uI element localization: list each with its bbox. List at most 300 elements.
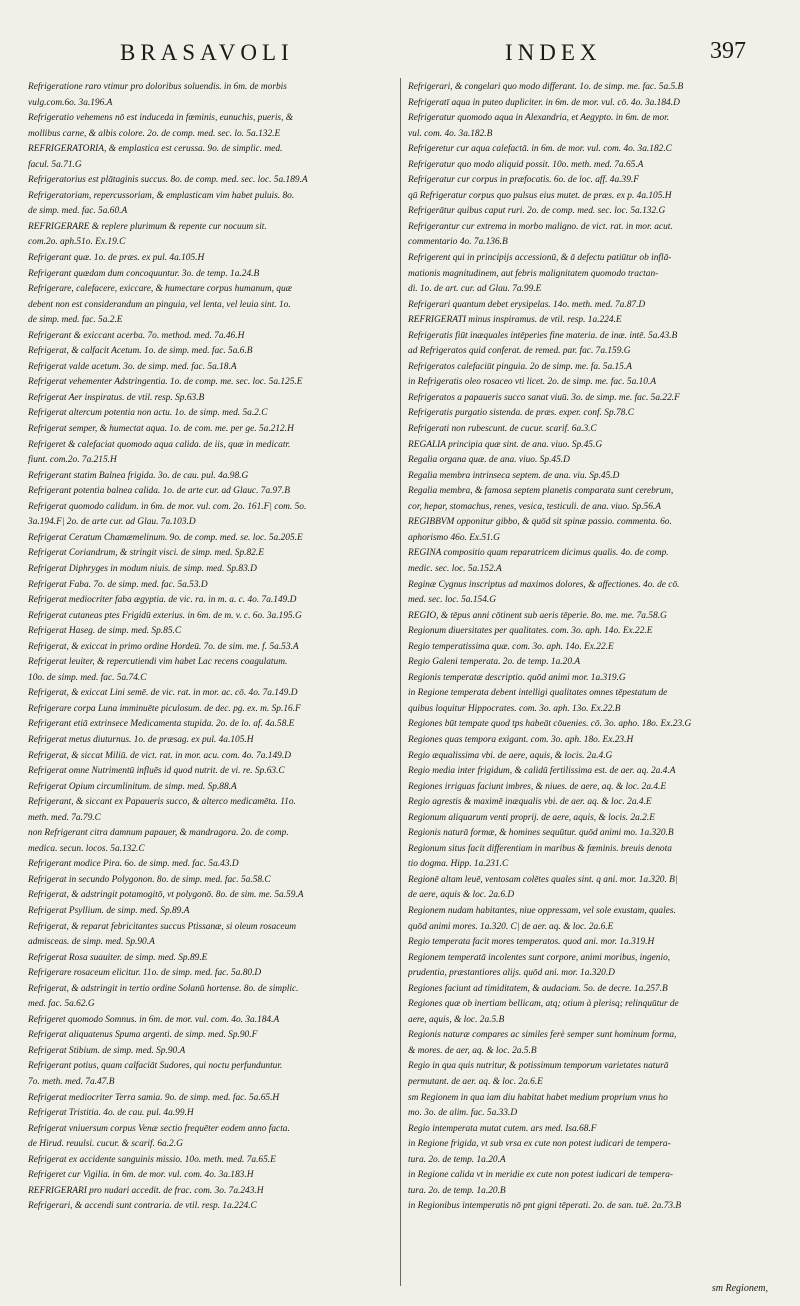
index-entry-line	[28, 469, 392, 485]
index-entry-text: Regio intemperata mutat cutem. ars med. Isa.68.F	[408, 1123, 597, 1134]
index-entry-line	[408, 344, 774, 360]
index-entry-text: Refrigerat cutaneas ptes Frigidū exterius. in 6m. de m. v. c. 6o. 3a.195.G	[28, 610, 302, 621]
index-entry-text: Regio Galeni temperata. 2o. de temp. 1a.20.A	[408, 657, 581, 668]
index-entry-line	[28, 96, 392, 112]
index-entry-text: Refrigerant statim Balnea frigida. 3o. de cau. pul. 4a.98.G	[28, 470, 249, 481]
index-entry-text: Regalia membra intrinseca septem. de ana. viu. Sp.45.D	[408, 470, 620, 481]
index-entry-line	[408, 578, 774, 594]
index-entry-text: Refrigerat semper, & humectat aqua. 1o. de com. me. per ge. 5a.212.H	[28, 424, 294, 435]
index-entry	[28, 624, 392, 640]
page-number: 397	[710, 38, 746, 64]
index-entry	[28, 655, 392, 686]
index-entry-line	[28, 562, 392, 578]
index-entry-text: Regiones irriguas faciunt imbres, & niues. de aere, aq. & loc. 2a.4.E	[408, 781, 667, 792]
index-entry-line	[408, 1153, 774, 1169]
index-entry-line	[28, 951, 392, 967]
index-entry-line	[408, 111, 774, 127]
index-entry	[28, 920, 392, 951]
index-entry	[28, 904, 392, 920]
index-entry	[28, 391, 392, 407]
index-entry-text: Refrigerari, & accendi sunt contraria. de vtil. resp. 1a.224.C	[28, 1201, 257, 1212]
index-entry	[28, 406, 392, 422]
index-entry-text: Regionem temperatā incolentes sunt corpore, animi moribus, ingenio,	[408, 952, 671, 963]
index-entry-text: sm Regionem in qua iam diu habitat habet medium proprium vnus ho	[408, 1092, 668, 1103]
index-entry	[408, 111, 774, 142]
index-entry-line	[28, 873, 392, 889]
index-entry	[28, 1091, 392, 1107]
index-entry	[408, 329, 774, 345]
index-entry	[408, 609, 774, 625]
index-entry-line	[408, 1168, 774, 1184]
index-entry-text: Refrigerat Psyllium. de simp. med. Sp.89.A	[28, 905, 190, 916]
index-entry-text: Refrigerat aliquatenus Spuma argenti. de simp. med. Sp.90.F	[28, 1030, 258, 1041]
index-entry-text: facul. 5a.71.G	[28, 159, 82, 170]
index-entry-text: 10o. de simp. med. fac. 5a.74.C	[28, 672, 147, 683]
index-entry-line	[408, 251, 774, 267]
index-entry-text: meth. med. 7a.79.C	[28, 812, 101, 823]
index-entry-text: Refrigerat, & reparat febricitantes succus Ptissanæ, si oleum rosaceum	[28, 921, 297, 932]
index-entry	[408, 484, 774, 515]
index-entry-line	[28, 1137, 392, 1153]
index-entry-text: Refrigerant, & siccant ex Papaueris succo, & alterco medicamēta. 11o.	[28, 797, 296, 808]
index-entry-text: admisceas. de simp. med. Sp.90.A	[28, 937, 155, 948]
index-entry	[28, 1044, 392, 1060]
index-entry	[408, 469, 774, 485]
index-entry-text: med. sec. loc. 5a.154.G	[408, 595, 497, 606]
index-entry	[28, 251, 392, 267]
index-entry-line	[408, 966, 774, 982]
index-entry	[408, 360, 774, 376]
index-entry-text: medica. secun. locos. 5a.132.C	[28, 843, 145, 854]
index-entry	[408, 717, 774, 733]
index-entry-text: Regio temperatissima quæ. com. 3o. aph. 14o. Ex.22.E	[408, 641, 614, 652]
index-entry	[28, 1028, 392, 1044]
index-entry-text: qū Refrigeratur corpus quo pulsus eius mutet. de præs. ex p. 4a.105.H	[408, 190, 672, 201]
index-entry	[408, 873, 774, 904]
index-entry	[408, 764, 774, 780]
index-entry-text: Refrigeret & calefaciat quomodo aqua calida. de iis, quæ in medicatr.	[28, 439, 291, 450]
index-entry-text: Regio media inter frigidum, & calidū fertilissima est. de aer. aq. 2a.4.A	[408, 766, 676, 777]
index-entry-text: mationis magnitudinem, aut febris malignitatem quomodo tractan-	[408, 268, 659, 279]
index-entry-line	[28, 453, 392, 469]
index-entry-text: non Refrigerant citra damnum papauer, & mandragora. 2o. de comp.	[28, 828, 289, 839]
index-entry-text: commentario 4o. 7a.136.B	[408, 237, 508, 248]
index-entry-text: Regionum diuersitates per qualitates. com. 3o. aph. 14o. Ex.22.E	[408, 626, 653, 637]
index-entry-line	[28, 997, 392, 1013]
index-entry-line	[408, 282, 774, 298]
index-entry-line	[408, 235, 774, 251]
index-entry	[408, 780, 774, 796]
index-entry-line	[28, 235, 392, 251]
index-entry-text: REFRIGERATORIA, & emplastica est cerussa. 9o. de simplic. med.	[28, 144, 283, 155]
index-entry-text: Refrigeratorius est plātaginis succus. 8o. de comp. med. sec. loc. 5a.189.A	[28, 175, 308, 186]
index-entry-line	[408, 1122, 774, 1138]
index-entry-text: Regio in qua quis nutritur, & potissimum temporum varietates naturā	[408, 1061, 669, 1072]
index-entry	[28, 749, 392, 765]
index-entry	[408, 749, 774, 765]
index-entry-line	[28, 702, 392, 718]
index-entry	[408, 1122, 774, 1138]
index-entry-text: Refrigerari quantum debet erysipelas. 14o. meth. med. 7a.87.D	[408, 299, 646, 310]
index-entry-text: Refrigeratur cur corpus in præfocatis. 6o. de loc. aff. 4a.39.F	[408, 175, 639, 186]
index-entry-line	[408, 531, 774, 547]
index-entry-text: medic. sec. loc. 5a.152.A	[408, 563, 502, 574]
index-entry	[408, 640, 774, 656]
index-entry-line	[28, 298, 392, 314]
index-entry	[408, 624, 774, 640]
index-entry-text: Refrigerat vehementer Adstringentia. 1o. de comp. me. sec. loc. 5a.125.E	[28, 377, 303, 388]
index-entry-text: Regiones quæ ob inertiam bellicam, atq; otium à plerisq; relinquūtur de	[408, 999, 679, 1010]
index-entry-line	[408, 1106, 774, 1122]
index-entry-text: Refrigerare, calefacere, exiccare, & humectare corpus humanum, quæ	[28, 284, 292, 295]
index-entry-line	[28, 1184, 392, 1200]
index-entry-text: Refrigeratione raro vtimur pro doloribus soluendis. in 6m. de morbis	[28, 82, 287, 92]
index-entry-text: Regiones quas tempora exigant. com. 3o. aph. 18o. Ex.23.H	[408, 734, 634, 745]
index-entry-line	[408, 1075, 774, 1091]
index-entry	[28, 329, 392, 345]
index-entry	[28, 546, 392, 562]
index-entry-line	[408, 811, 774, 827]
index-entry	[28, 640, 392, 656]
index-entry-text: med. fac. 5a.62.G	[28, 999, 95, 1010]
index-entry	[408, 422, 774, 438]
index-entry-line	[28, 142, 392, 158]
index-entry-line	[408, 360, 774, 376]
index-entry-text: Refrigerat ex accidente sanguinis missio. 10o. meth. med. 7a.65.E	[28, 1154, 276, 1165]
index-entry-text: Refrigeratis purgatio sistenda. de præs. exper. conf. Sp.78.C	[408, 408, 634, 419]
index-entry-line	[408, 935, 774, 951]
index-entry-line	[28, 80, 392, 96]
index-entry-line	[28, 578, 392, 594]
index-entry	[408, 96, 774, 112]
index-entry-line	[28, 344, 392, 360]
index-entry-line	[408, 904, 774, 920]
index-entry-line	[408, 1199, 774, 1215]
index-entry	[408, 80, 774, 96]
index-entry-text: Refrigerat Rosa suauiter. de simp. med. Sp.89.E	[28, 952, 208, 963]
index-entry	[28, 578, 392, 594]
index-entry-line	[28, 204, 392, 220]
index-entry-text: Refrigerat, & exiccat Lini semē. de vic. rat. in mor. ac. cō. 4o. 7a.149.D	[28, 688, 298, 699]
index-entry-line	[408, 873, 774, 889]
index-entry	[28, 267, 392, 283]
index-entry-text: mo. 3o. de alim. fac. 5a.33.D	[408, 1108, 518, 1119]
index-entry-text: Refrigeret cur Vigilia. in 6m. de mor. vul. com. 4o. 3a.183.H	[28, 1170, 254, 1181]
index-entry-text: Refrigerare corpa Luna imminuēte piculosum. de dec. pg. ex. m. Sp.16.F	[28, 703, 301, 714]
index-entry-text: mollibus carne, & albis colore. 2o. de comp. med. sec. lo. 5a.132.E	[28, 128, 281, 139]
index-entry	[28, 220, 392, 251]
index-entry-text: Refrigerat Tristitia. 4o. de cau. pul. 4a.99.H	[28, 1108, 194, 1119]
running-title-right: INDEX	[505, 40, 602, 65]
index-entry-line	[28, 780, 392, 796]
index-entry-line	[408, 951, 774, 967]
index-entry	[408, 578, 774, 609]
index-entry	[408, 1059, 774, 1090]
index-entry	[28, 764, 392, 780]
index-entry	[28, 1168, 392, 1184]
index-entry-line	[408, 624, 774, 640]
index-entry	[408, 189, 774, 205]
index-entry	[28, 702, 392, 718]
index-entry-text: Refrigerare rosaceum elicitur. 11o. de simp. med. fac. 5a.80.D	[28, 968, 262, 979]
index-entry	[408, 142, 774, 158]
index-entry	[408, 1199, 774, 1215]
index-entry-line	[408, 593, 774, 609]
index-entry-text: in Refrigeratis oleo rosaceo vti licet. 2o. de simp. me. fac. 5a.10.A	[408, 377, 657, 388]
index-entry	[28, 609, 392, 625]
index-entry-line	[408, 80, 774, 96]
index-entry-line	[28, 1059, 392, 1075]
index-entry-text: Refrigeratis fiūt inæquales intēperies fine materia. de inæ. intē. 5a.43.B	[408, 330, 678, 341]
index-entry-text: Refrigeratur quo modo aliquid possit. 10o. meth. med. 7a.65.A	[408, 159, 644, 170]
column-divider	[400, 78, 401, 1286]
index-entry-line	[408, 313, 774, 329]
index-entry	[408, 391, 774, 407]
index-entry	[28, 1199, 392, 1215]
index-entry-text: Refrigerant potius, quam calfaciāt Sudores, qui noctu perfunduntur.	[28, 1061, 283, 1072]
index-entry-line	[28, 982, 392, 998]
index-entry-text: Refrigerat, & exiccat in primo ordine Hordeū. 7o. de sim. me. f. 5a.53.A	[28, 641, 299, 652]
index-entry-line	[28, 749, 392, 765]
index-entry-line	[408, 453, 774, 469]
index-entry	[28, 857, 392, 873]
index-entry	[408, 997, 774, 1028]
index-entry-line	[28, 857, 392, 873]
index-entry-line	[408, 780, 774, 796]
index-entry	[408, 515, 774, 546]
index-entry-text: Regionis naturæ compares ac similes ferè semper sunt hominum forma,	[408, 1030, 677, 1041]
index-entry-line	[28, 966, 392, 982]
index-entry	[28, 826, 392, 857]
index-entry-line	[28, 764, 392, 780]
index-entry-text: Refrigerant & exiccant acerba. 7o. method. med. 7a.46.H	[28, 330, 245, 341]
index-entry	[28, 1013, 392, 1029]
index-entry-line	[28, 111, 392, 127]
index-entry	[408, 1091, 774, 1122]
index-entry-line	[408, 655, 774, 671]
index-entry	[28, 375, 392, 391]
index-entry-text: tura. 2o. de temp. 1a.20.A	[408, 1154, 506, 1165]
index-entry-line	[28, 1168, 392, 1184]
index-entry-line	[408, 391, 774, 407]
index-entry	[28, 484, 392, 500]
index-entry	[28, 531, 392, 547]
index-entry-text: Refrigerat altercum potentia non actu. 1o. de simp. med. 5a.2.C	[28, 408, 268, 419]
index-entry-text: Refrigerant etiā extrinsece Medicamenta stupida. 2o. de lo. af. 4a.58.E	[28, 719, 295, 730]
index-entry-line	[408, 1013, 774, 1029]
index-entry-text: Refrigeratoriam, repercussoriam, & emplasticam vim habet puluis. 8o.	[28, 190, 295, 201]
index-entry-text: quibus loquitur Hippocrates. com. 3o. aph. 13o. Ex.22.B	[408, 703, 621, 714]
index-entry-text: in Regione calida vt in meridie ex cute non potest iudicari de tempera-	[408, 1170, 674, 1181]
index-entry-text: Refrigerat omne Nutrimentū influēs id quod nutrit. de vi. re. Sp.63.C	[28, 766, 285, 777]
index-entry-line	[28, 422, 392, 438]
index-entry-line	[28, 220, 392, 236]
index-entry	[408, 1168, 774, 1199]
index-entry-text: Refrigerat, & adstringit in tertio ordine Solanū hortense. 8o. de simplic.	[28, 983, 299, 994]
index-entry-line	[408, 982, 774, 998]
index-entry-text: Refrigerat Ceratum Chamæmelinum. 9o. de comp. med. se. loc. 5a.205.E	[28, 532, 303, 543]
index-entry-line	[28, 920, 392, 936]
index-entry	[408, 904, 774, 935]
index-column-right	[408, 80, 774, 1280]
index-entry-line	[408, 546, 774, 562]
index-entry	[408, 686, 774, 717]
index-entry-text: REFRIGERATI minus inspiramus. de vtil. resp. 1a.224.E	[408, 315, 622, 326]
index-entry-line	[28, 1044, 392, 1060]
index-entry-line	[28, 1028, 392, 1044]
index-entry	[408, 313, 774, 329]
index-entry-text: com.2o. aph.51o. Ex.19.C	[28, 237, 126, 248]
index-entry-line	[408, 671, 774, 687]
index-entry	[408, 1028, 774, 1059]
index-entry-text: de simp. med. fac. 5a.2.E	[28, 315, 123, 326]
index-entry-line	[408, 1044, 774, 1060]
index-entry-text: di. 1o. de art. cur. ad Glau. 7a.99.E	[408, 284, 542, 295]
index-entry	[408, 375, 774, 391]
index-entry	[28, 80, 392, 111]
index-entry-text: REGIBBVM opponitur gibbo, & quōd sit spinæ passio. commenta. 6o.	[408, 517, 672, 528]
index-entry-text: Regionē altam leuē, ventosam colētes quales sint. q ani. mor. 1a.320. B|	[408, 874, 678, 885]
index-entry	[28, 173, 392, 189]
index-entry-text: Refrigerent qui in principijs accessionū, & ā defectu patiūtur ob inflā-	[408, 253, 672, 264]
index-column-left	[28, 80, 392, 1280]
index-entry-line	[408, 500, 774, 516]
index-entry-line	[408, 842, 774, 858]
index-entry	[408, 158, 774, 174]
index-entry-line	[28, 888, 392, 904]
index-entry-text: Refrigerat, & adstringit potamogitō, vt polygonō. 8o. de sim. me. 5a.59.A	[28, 890, 304, 901]
index-entry-line	[408, 406, 774, 422]
index-entry	[408, 842, 774, 873]
index-entry	[28, 282, 392, 329]
index-entry	[408, 671, 774, 687]
index-entry-line	[28, 531, 392, 547]
index-entry	[28, 438, 392, 469]
index-entry	[28, 360, 392, 376]
index-entry-line	[28, 671, 392, 687]
index-entry-line	[408, 733, 774, 749]
index-entry-text: Regiones faciunt ad timiditatem, & audaciam. 5o. de decre. 1a.257.B	[408, 983, 668, 994]
index-entry-line	[408, 749, 774, 765]
index-entry-line	[28, 1091, 392, 1107]
index-entry-line	[28, 935, 392, 951]
index-entry-text: debent non est considerandum an pinguia, vel lenta, vel leuia sint. 1o.	[28, 299, 291, 310]
index-entry-line	[408, 640, 774, 656]
index-entry	[28, 1122, 392, 1153]
index-entry	[408, 251, 774, 298]
index-entry-text: Refrigerat Coriandrum, & stringit visci. de simp. med. Sp.82.E	[28, 548, 264, 559]
index-entry-text: Refrigeratī aqua in puteo dupliciter. in 6m. de mor. vul. cō. 4o. 3a.184.D	[408, 97, 680, 108]
index-entry-line	[408, 469, 774, 485]
index-entry-text: Refrigerat metus diuturnus. 1o. de præsag. ex pul. 4a.105.H	[28, 734, 254, 745]
index-entry	[28, 951, 392, 967]
index-entry-text: & mores. de aer, aq. & loc. 2a.5.B	[408, 1045, 537, 1056]
index-entry-text: Regiones būt tempate quod tps habeāt cōuenies. cō. 3o. apho. 18o. Ex.23.G	[408, 719, 692, 730]
index-entry-text: Regionis temperatæ descriptio. quōd animi mor. 1a.319.G	[408, 672, 626, 683]
index-entry-line	[28, 406, 392, 422]
index-entry-line	[408, 1137, 774, 1153]
index-entry-text: Regio temperata facit mores temperatos. quod ani. mor. 1a.319.H	[408, 937, 655, 948]
index-entry-text: Refrigerant modice Pira. 6o. de simp. med. fac. 5a.43.D	[28, 859, 239, 870]
index-entry-line	[408, 857, 774, 873]
index-entry-line	[28, 546, 392, 562]
index-entry-text: de simp. med. fac. 5a.60.A	[28, 206, 128, 217]
index-entry-line	[28, 1013, 392, 1029]
index-entry-text: de Hirud. reuulsi. cucur. & scarif. 6a.2.G	[28, 1139, 183, 1150]
index-entry-text: Regionis naturā formæ, & homines sequūtur. quōd animi mo. 1a.320.B	[408, 828, 674, 839]
index-entry-line	[408, 1059, 774, 1075]
index-entry-line	[28, 189, 392, 205]
index-entry	[28, 873, 392, 889]
index-entry-text: aere, aquis, & loc. 2a.5.B	[408, 1014, 505, 1025]
index-entry-text: aphorismo 46o. Ex.51.G	[408, 532, 500, 543]
index-entry-text: in Regione temperata debent intelligi qualitates omnes tēpestatum de	[408, 688, 668, 699]
index-entry	[28, 1184, 392, 1200]
index-entry-line	[408, 422, 774, 438]
index-entry-text: Regionum aliquarum venti proprij. de aere, aquis, & locis. 2a.2.E	[408, 812, 655, 823]
index-entry-text: REFRIGERARI pro nudari accedit. de frac. com. 3o. 7a.243.H	[28, 1185, 264, 1196]
index-entry	[28, 469, 392, 485]
index-entry-line	[408, 609, 774, 625]
index-entry	[408, 982, 774, 998]
index-entry-text: Refrigerat Stibium. de simp. med. Sp.90.A	[28, 1045, 186, 1056]
running-header	[0, 40, 800, 74]
index-entry-text: Refrigerat mediocriter faba ægyptia. de vic. ra. in m. a. c. 4o. 7a.149.D	[28, 595, 297, 606]
index-entry-line	[28, 795, 392, 811]
index-entry	[408, 173, 774, 189]
index-entry-text: Regio agrestis & maximē inæqualis vbi. de aer. aq. & loc. 2a.4.E	[408, 797, 652, 808]
index-entry	[28, 795, 392, 826]
index-entry-text: REGIO, & tēpus anni cōtinent sub aeris tēperie. 8o. me. me. 7a.58.G	[408, 610, 667, 621]
index-entry-text: Refrigeretur cur aqua calefactā. in 6m. de mor. vul. com. 4o. 3a.182.C	[408, 144, 672, 155]
index-entry-line	[408, 173, 774, 189]
index-entry	[408, 811, 774, 827]
index-entry-text: Refrigerant quæ. 1o. de præs. ex pul. 4a.105.H	[28, 253, 205, 264]
index-entry	[28, 982, 392, 1013]
index-entry-line	[28, 686, 392, 702]
index-entry-line	[28, 904, 392, 920]
index-entry	[28, 686, 392, 702]
index-entry-line	[408, 686, 774, 702]
index-entry-text: Refrigerari, & congelari quo modo differant. 1o. de simp. me. fac. 5a.5.B	[408, 82, 684, 92]
index-entry	[28, 500, 392, 531]
index-entry-text: permutant. de aer. aq. & loc. 2a.6.E	[408, 1077, 543, 1087]
index-entry-line	[28, 624, 392, 640]
index-entry-text: Refrigerat quomodo calidum. in 6m. de mor. vul. com. 2o. 161.F| com. 5o.	[28, 501, 307, 512]
index-entry-line	[28, 313, 392, 329]
index-entry	[28, 888, 392, 904]
index-entry-text: Refrigerantur cur extrema in morbo maligno. de vict. rat. in mor. acut.	[408, 221, 673, 232]
index-entry-text: vulg.com.6o. 3a.196.A	[28, 97, 113, 108]
index-entry-text: ad Refrigeratos quid conferat. de remed. par. fac. 7a.159.G	[408, 346, 631, 357]
index-entry	[28, 142, 392, 173]
index-entry-line	[28, 842, 392, 858]
index-entry-line	[408, 375, 774, 391]
index-entry-text: Refrigerat Opium circumlinitum. de simp. med. Sp.88.A	[28, 781, 237, 792]
index-entry-line	[408, 920, 774, 936]
index-entry-line	[28, 500, 392, 516]
index-entry-text: Refrigeratur quomodo aqua in Alexandria, et Aegypto. in 6m. de mor.	[408, 113, 670, 124]
index-entry-text: Regalia organa quæ. de ana. viuo. Sp.45.D	[408, 455, 570, 466]
index-entry-text: tio dogma. Hipp. 1a.231.C	[408, 859, 509, 870]
index-entry	[408, 406, 774, 422]
index-entry-line	[28, 267, 392, 283]
index-entry-text: Reginæ Cygnus inscriptus ad maximos dolores, & affectiones. 4o. de cō.	[408, 579, 680, 590]
index-entry-text: Refrigerati non rubescunt. de cucur. scarif. 6a.3.C	[408, 424, 597, 435]
index-entry-line	[408, 220, 774, 236]
index-entry-line	[408, 267, 774, 283]
index-entry-text: Refrigerat, & calfacit Acetum. 1o. de simp. med. fac. 5a.6.B	[28, 346, 253, 357]
